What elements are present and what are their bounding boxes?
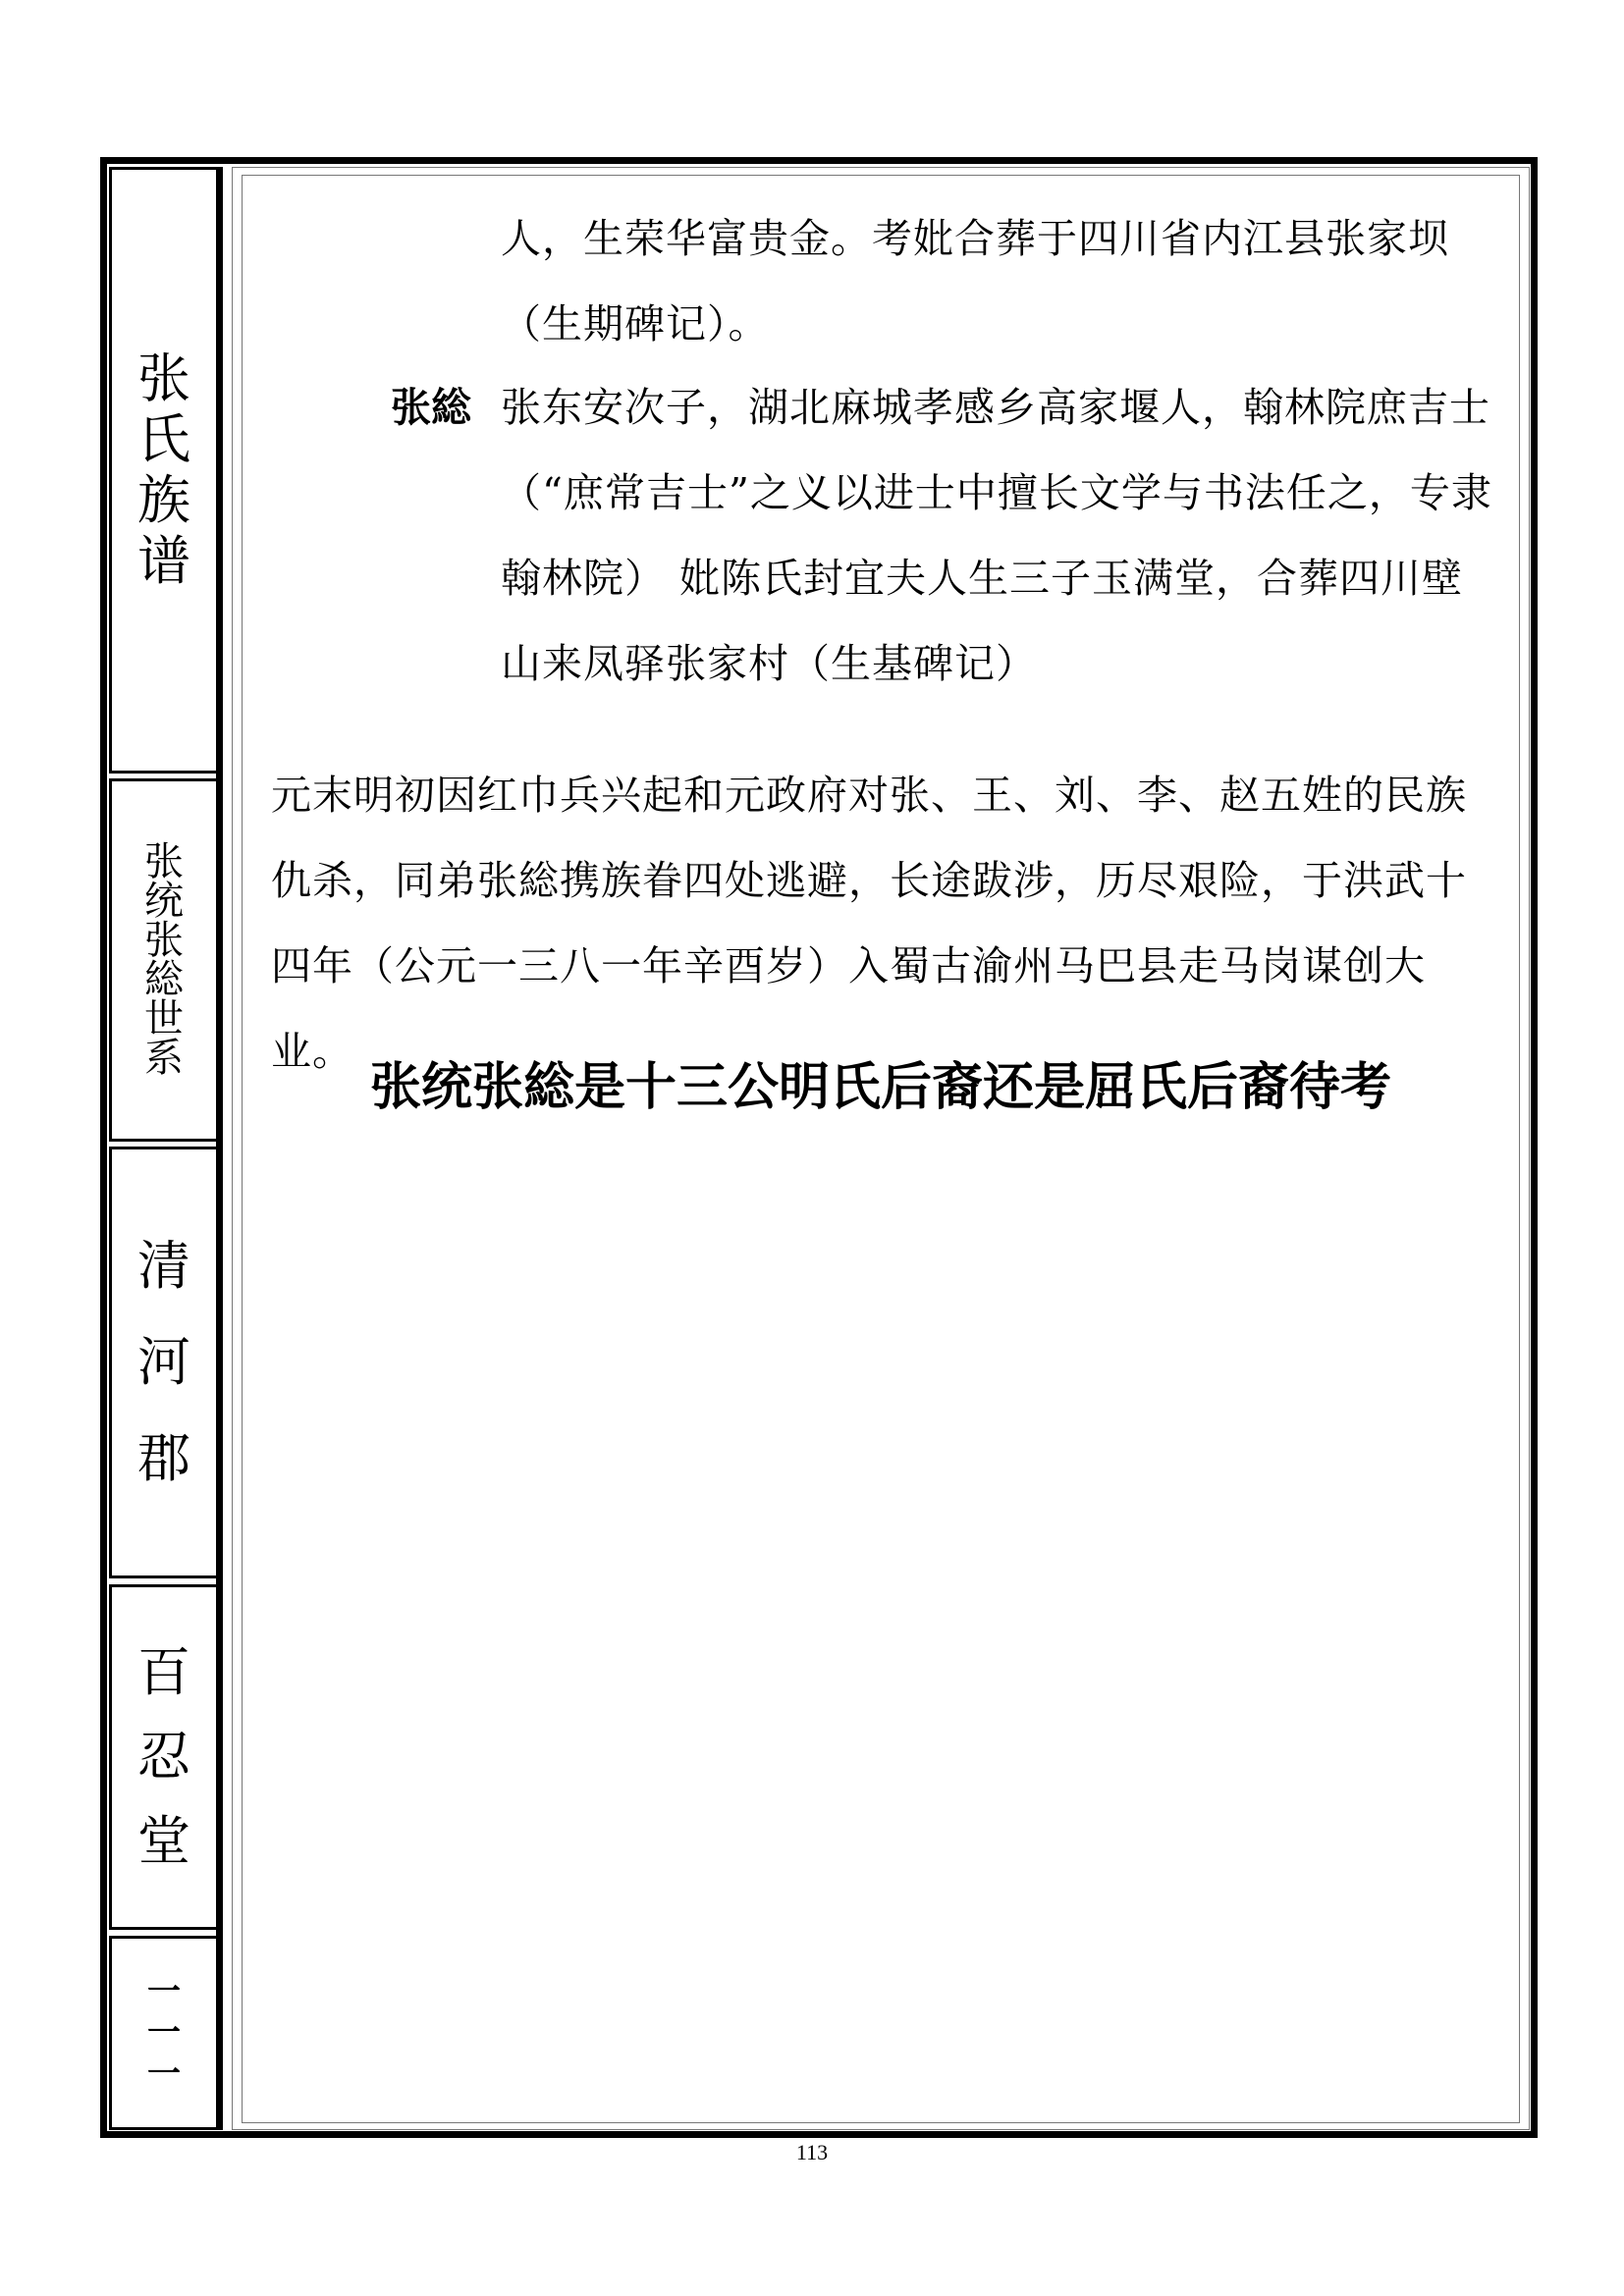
continuation-paragraph: 人，生荣华富贵金。考妣合葬于四川省内江县张家坝（生期碑记）。 <box>501 215 1449 347</box>
sidebar-title-char: 张 <box>137 347 190 409</box>
sidebar-subtitle-char: 统 <box>144 879 184 924</box>
sidebar-place-char: 清 <box>137 1235 190 1297</box>
sidebar-hall-char: 堂 <box>137 1810 190 1872</box>
entry-paragraph: 张东安次子，湖北麻城孝感乡高家堰人，翰林院庶吉士（“庶常吉士”之义以进士中擅长文学与书法任之，专隶翰林院） 妣陈氏封宜夫人生三子玉满堂，合葬四川壁山来凤驿张家村（生基碑记） <box>501 384 1492 687</box>
sidebar-title-char: 族 <box>137 469 190 531</box>
sidebar-hall-char: 忍 <box>137 1726 190 1788</box>
sidebar-hall-char: 百 <box>137 1641 190 1703</box>
sidebar-place-box <box>109 1147 219 1578</box>
sidebar-place-char: 郡 <box>137 1427 190 1489</box>
sidebar-title-box <box>109 167 219 774</box>
entry-name: 张総 <box>391 384 471 431</box>
sidebar-number-box <box>109 1936 219 2130</box>
sidebar-title-char: 谱 <box>137 530 190 592</box>
sidebar-subtitle-char: 世 <box>144 996 184 1041</box>
sidebar-subtitle-char: 総 <box>144 957 184 1002</box>
sidebar-title-char: 氏 <box>137 408 190 470</box>
history-paragraph: 元末明初因红巾兵兴起和元政府对张、王、刘、李、赵五姓的民族仇杀，同弟张総携族眷四处逃避，长途跋涉，历尽艰险，于洪武十四年（公元一三八一年辛酉岁）入蜀古渝州马巴县走马岗谋创大业。 <box>271 772 1467 1075</box>
sidebar-subtitle-char: 张 <box>144 918 184 963</box>
sidebar-number-char: 一 <box>147 2013 181 2053</box>
sidebar-place-char: 河 <box>137 1331 190 1393</box>
sidebar-subtitle-char: 张 <box>144 839 184 884</box>
section-heading: 张统张総是十三公明氏后裔还是屈氏后裔待考 <box>369 1058 1391 1117</box>
sidebar-number-char: 一 <box>147 1972 181 2011</box>
sidebar-number-char: 一 <box>147 2055 181 2094</box>
page-number: 113 <box>795 2140 829 2164</box>
sidebar-subtitle-box <box>109 778 219 1142</box>
sidebar-hall-box <box>109 1584 219 1930</box>
sidebar-subtitle-char: 系 <box>144 1036 184 1081</box>
